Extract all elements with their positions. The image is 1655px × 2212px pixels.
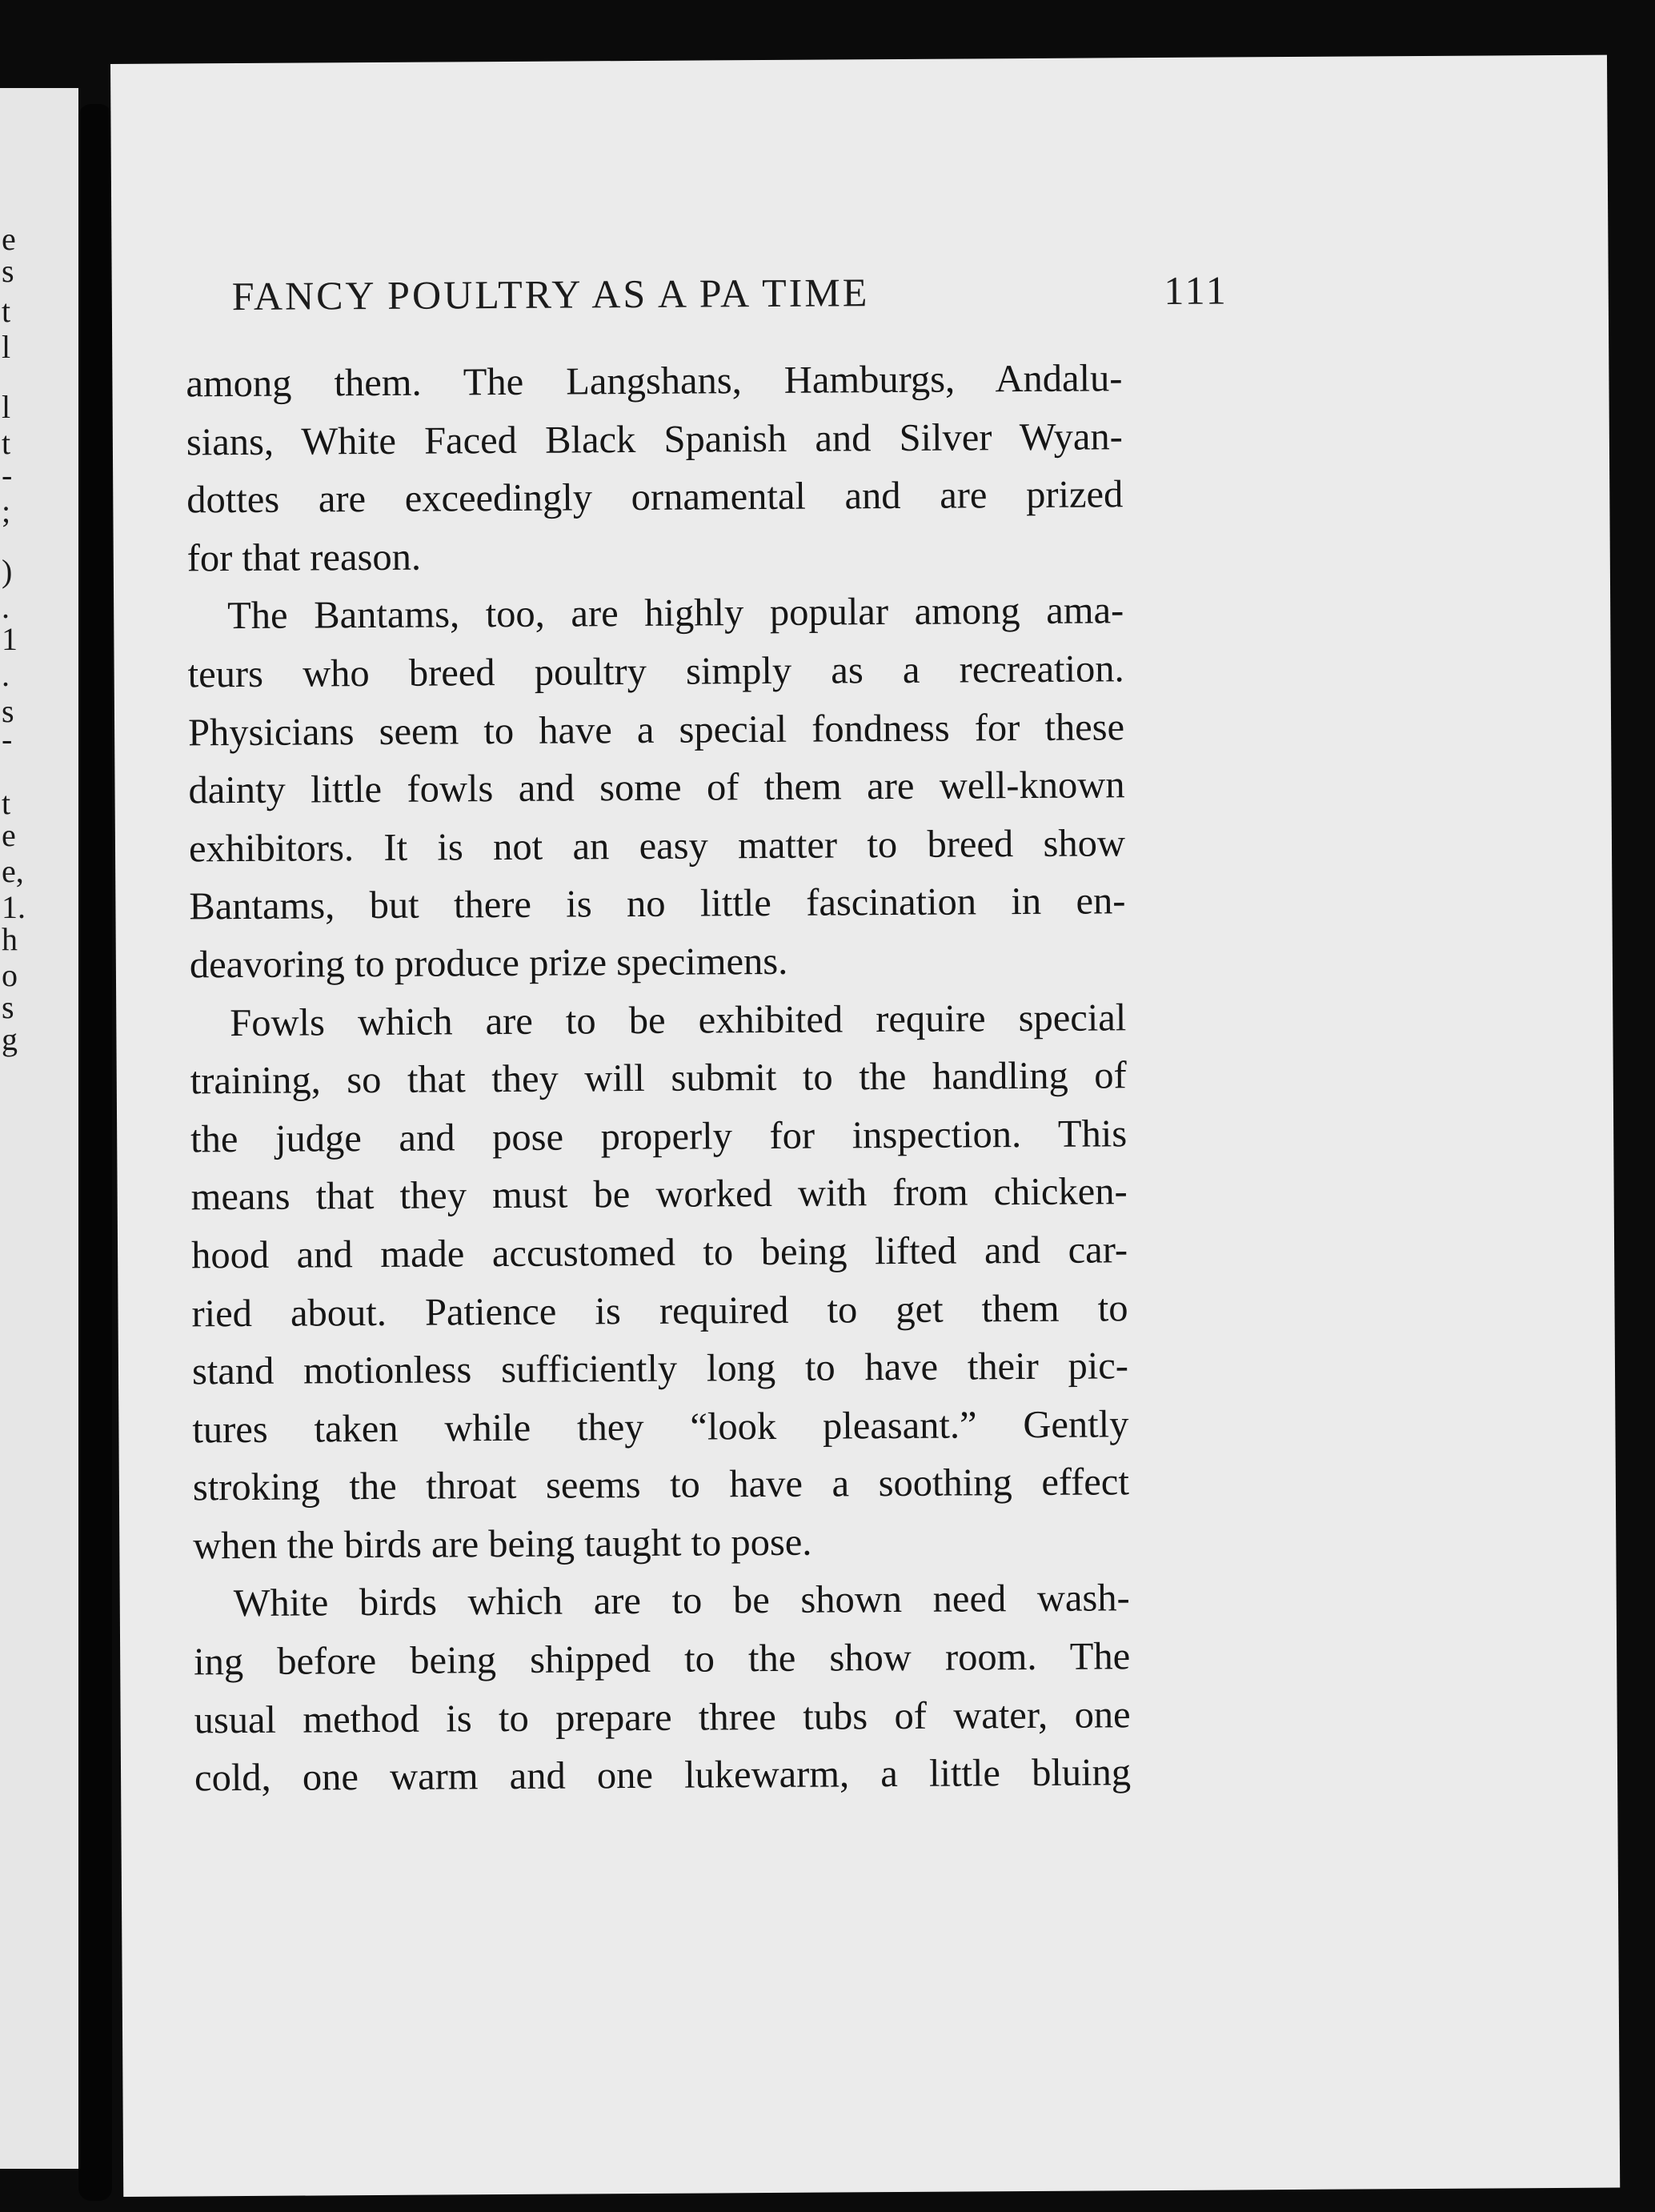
paragraph xyxy=(187,583,1126,995)
text-line: for that reason. xyxy=(186,535,422,580)
text-line: among them. The Langshans, Hamburgs, Andalu- xyxy=(186,357,1123,406)
facing-page-fragment: - xyxy=(2,457,13,493)
running-title: FANCY POULTRY AS A PA TIME xyxy=(231,270,870,319)
facing-page-fragment: . xyxy=(2,589,10,625)
text-line: stand motionless sufficiently long to have their pic- xyxy=(191,1344,1129,1393)
facing-page-fragment: s xyxy=(2,693,14,729)
text-line: stroking the throat seems to have a soothing effect xyxy=(192,1461,1130,1509)
text-line: usual method is to prepare three tubs of water, one xyxy=(194,1693,1131,1742)
text-line: dottes are exceedingly ornamental and are prized xyxy=(186,473,1124,522)
facing-page-fragment: s xyxy=(2,989,14,1025)
text-line: tures taken while they “look pleasant.” Gently xyxy=(192,1402,1129,1452)
text-line: Bantams, but there is no little fascination in en- xyxy=(189,880,1126,928)
text-line: ing before being shipped to the show room. The xyxy=(194,1635,1131,1684)
facing-page-fragment: l xyxy=(2,329,11,365)
facing-page-fragment: 1. xyxy=(2,889,26,925)
facing-page-fragment: - xyxy=(2,721,13,757)
facing-page-fragment: e xyxy=(2,817,16,853)
page-number: 111 xyxy=(1164,267,1228,313)
facing-page-fragment: ) xyxy=(2,553,13,589)
text-line: means that they must be worked with from chicken- xyxy=(190,1170,1128,1219)
text-line: when the birds are being taught to pose. xyxy=(193,1521,812,1568)
facing-page-fragment: l xyxy=(2,389,11,425)
facing-page-fragment: o xyxy=(2,957,18,993)
text-line: White birds which are to be shown need wash- xyxy=(233,1577,1130,1625)
text-line: training, so that they will submit to the handling of xyxy=(190,1054,1127,1103)
text-line: Fowls which are to be exhibited require special xyxy=(230,996,1127,1044)
facing-page-fragment: t xyxy=(2,293,11,329)
facing-page-fragment: t xyxy=(2,425,11,461)
text-line: sians, White Faced Black Spanish and Silver Wyan- xyxy=(186,415,1124,464)
text-line: The Bantams, too, are highly popular among ama- xyxy=(227,589,1124,638)
text-line: deavoring to produce prize specimens. xyxy=(189,940,788,987)
book-page xyxy=(110,55,1620,2197)
book-binding-gutter xyxy=(78,104,112,2201)
text-line: teurs who breed poultry simply as a recreation. xyxy=(187,647,1124,696)
text-line: dainty little fowls and some of them are well-known xyxy=(188,763,1125,812)
facing-page-fragment: . xyxy=(2,657,10,693)
facing-page-fragment: e, xyxy=(2,853,24,889)
running-head xyxy=(232,266,1228,319)
facing-page-edge xyxy=(0,88,78,2169)
text-line: the judge and pose properly for inspection. This xyxy=(190,1112,1128,1161)
text-line: hood and made accustomed to being lifted and car- xyxy=(190,1228,1128,1277)
facing-page-fragment: g xyxy=(2,1021,18,1057)
paragraph xyxy=(194,1570,1132,1809)
facing-page-fragment: t xyxy=(2,785,11,821)
body-text xyxy=(186,350,1131,1808)
facing-page-fragment: h xyxy=(2,921,18,957)
facing-page-fragment: s xyxy=(2,253,14,289)
facing-page-fragment: ; xyxy=(2,493,11,529)
text-line: Physicians seem to have a special fondness for these xyxy=(187,705,1125,754)
facing-page-fragment: e xyxy=(2,221,16,257)
text-line: exhibitors. It is not an easy matter to breed show xyxy=(188,822,1126,871)
text-line: cold, one warm and one lukewarm, a little bluing xyxy=(194,1751,1132,1800)
text-line: ried about. Patience is required to get them to xyxy=(191,1286,1128,1335)
facing-page-fragment: 1 xyxy=(2,621,18,657)
paragraph xyxy=(190,989,1129,1576)
paragraph xyxy=(186,350,1124,588)
